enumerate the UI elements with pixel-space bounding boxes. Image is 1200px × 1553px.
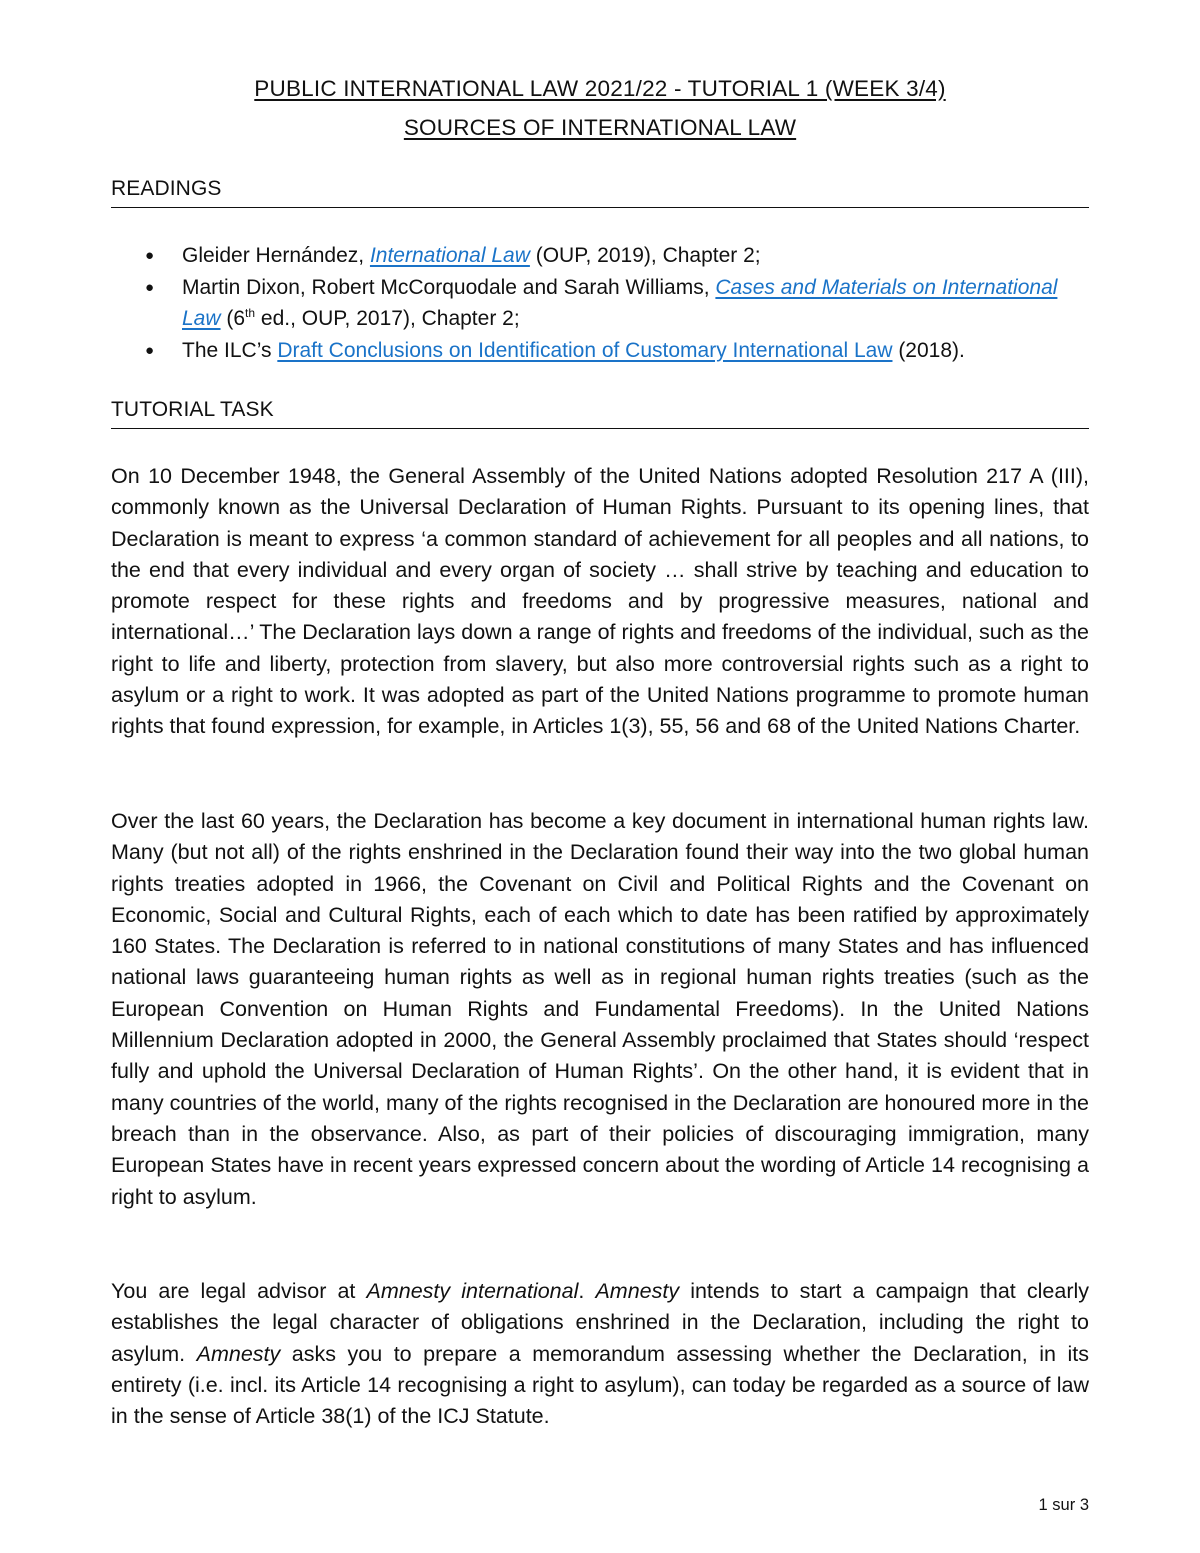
document-title-line-2: SOURCES OF INTERNATIONAL LAW bbox=[403, 115, 797, 140]
task-paragraph-2: Over the last 60 years, the Declaration has become a key document in international human rights law. Many (but not all) of the rights enshrined in the Declaration found their way into the two global human rights treaties adopted in 1966, the Covenant on Civil and Political Rights and the Covenant on Economic, Social and Cultural Rights, each of each which to date has been ratified by approximately 160 States. The Declaration is referred to in national constitutions of many States and has influenced national laws guaranteeing human rights as well as in regional human rights treaties (such as the European Convention on Human Rights and Fundamental Freedoms). In the United Nations Millennium Declaration adopted in 2000, the General Assembly proclaimed that States should ‘respect fully and uphold the Universal Declaration of Human Rights’. On the other hand, it is evident that in many countries of the world, many of the rights recognised in the Declaration are honoured more in the breach than in the observance. Also, as part of their policies of discouraging immigration, many European States have in recent years expressed concern about the wording of Article 14 recognising a right to asylum. bbox=[111, 809, 1089, 1209]
task-paragraph-1: On 10 December 1948, the General Assembly of the United Nations adopted Resolution 217 A (III), commonly known as the Universal Declaration of Human Rights. Pursuant to its opening lines, that Declaration is meant to express ‘a common standard of achievement for all peoples and all nations, to the end that every individual and every organ of society … shall strive by teaching and education to promote respect for these rights and freedoms and by progressive measures, national and international…’ The Declaration lays down a range of rights and freedoms of the individual, such as the right to life and liberty, protection from slavery, but also more controversial rights such as a right to asylum or a right to work. It was adopted as part of the United Nations programme to promote human rights that found expression, for example, in Articles 1(3), 55, 56 and 68 of the United Nations Charter. bbox=[111, 464, 1089, 739]
tutorial-task-heading: TUTORIAL TASK bbox=[111, 398, 1089, 429]
reading-link-international-law[interactable]: International Law bbox=[369, 244, 530, 267]
page-number: 1 sur 3 bbox=[1038, 1496, 1089, 1514]
reading-link-ilc-draft-conclusions[interactable]: Draft Conclusions on Identification of Customary International Law bbox=[277, 338, 893, 362]
bullet-icon: ● bbox=[145, 341, 155, 359]
task-paragraph-3: You are legal advisor at Amnesty international. Amnesty intends to start a campaign that clearly establishes the legal character of obligations enshrined in the Declaration, including the right to asylum. Amnesty asks you to prepare a memorandum assessing whether the Declaration, in its entirety (i.e. incl. its Article 14 recognising a right to asylum), can today be regarded as a source of law in the sense of Article 38(1) of the ICJ Statute. bbox=[111, 1279, 1090, 1429]
bullet-icon: ● bbox=[145, 278, 155, 296]
readings-heading: READINGS bbox=[111, 177, 1089, 208]
reading-item: ● The ILC’s Draft Conclusions on Identification of Customary International Law (2018). bbox=[111, 335, 1089, 367]
document-title-line-1: PUBLIC INTERNATIONAL LAW 2021/22 - TUTORIAL 1 (WEEK 3/4) bbox=[254, 76, 946, 101]
readings-list bbox=[111, 240, 1089, 366]
bullet-icon: ● bbox=[145, 247, 155, 264]
reading-item: ● Gleider Hernández, International Law (OUP, 2019), Chapter 2; bbox=[111, 240, 1089, 272]
reading-link-cases-and-materials[interactable]: Cases and Materials on International Law bbox=[182, 275, 1058, 330]
reading-item: ● Martin Dixon, Robert McCorquodale and Sarah Williams, Cases and Materials on International Law (6th ed., OUP, 2017), Chapter 2; bbox=[111, 272, 1089, 335]
